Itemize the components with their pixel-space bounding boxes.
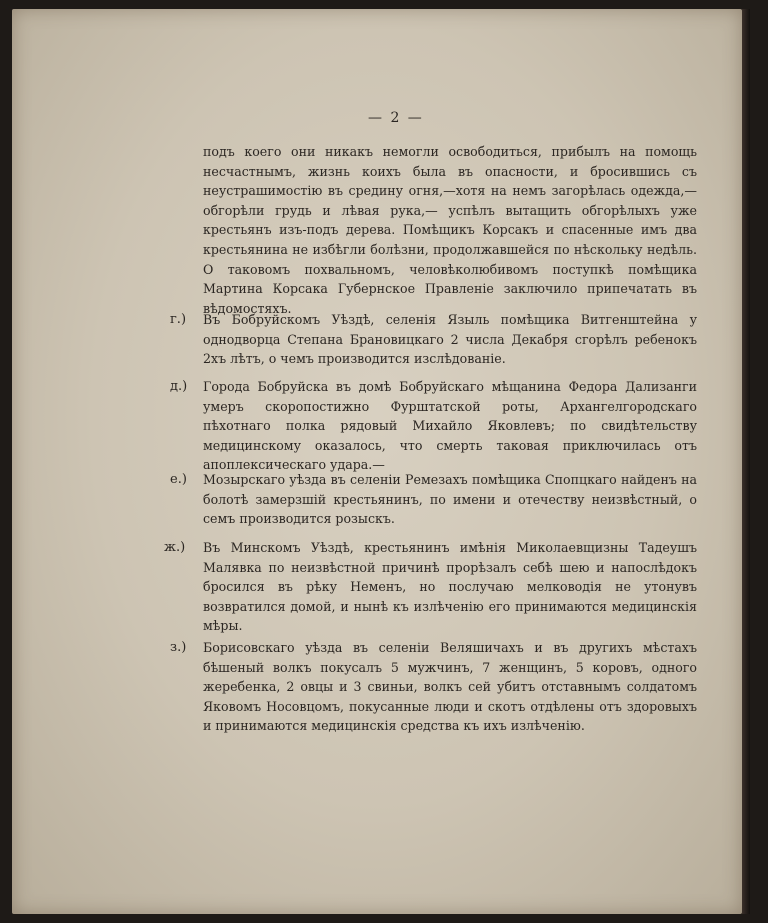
paragraph-marker-e: е.) [170,472,187,487]
book-spine [742,9,750,914]
paragraph-g-text: Въ Бобруйскомъ Уѣздѣ, селенія Языль помѣщика Витгенштейна у однодворца Степана Брановицкаго 2 числа Декабря сгорѣлъ ребенокъ 2хъ лѣтъ, о чемъ производится изслѣдованіе. [203,312,697,367]
paragraph-z-text: Борисовскаго уѣзда въ селеніи Веляшичахъ и въ другихъ мѣстахъ бѣшеный волкъ покусалъ 5 мужчинъ, 7 женщинъ, 5 коровъ, одного жеребенка, 2 овцы и 3 свиньи, волкъ сей убитъ отставнымъ солдатомъ Яковомъ Носовцомъ, покусанные люди и скотъ отдѣлены отъ здоровыхъ и принимаются медицинскія средства къ ихъ излѣченію. [203,640,697,734]
paragraph-zh-text: Въ Минскомъ Уѣздѣ, крестьянинъ имѣнія Миколаевщизны Тадеушъ Малявка по неизвѣстной причинѣ прорѣзалъ себѣ шею и напослѣдокъ бросился въ рѣку Неменъ, но послучаю мелководія не утонувъ возвратился домой, и нынѣ къ излѣченію его принимаются медицинскія мѣры. [203,540,697,634]
paragraph-marker-zh: ж.) [164,540,186,555]
paragraph-marker-g: г.) [170,312,187,327]
paragraph-e-text: Мозырскаго уѣзда въ селеніи Ремезахъ помѣщика Спопцкаго найденъ на болотѣ замерзшій крестьянинъ, по имени и отечеству неизвѣстный, о семъ производится розыскъ. [203,472,697,527]
paragraph-d-text: Города Бобруйска въ домѣ Бобруйскаго мѣщанина Федора Дализанги умеръ скоропостижно Фурштатской роты, Архангелгородскаго пѣхотнаго полка рядовый Михайло Яковлевъ; по свидѣтельству медицинскому оказалось, что смерть таковая приключилась отъ апоплексическаго удара.— [203,379,697,473]
paragraph-continuation: подъ коего они никакъ немогли освободиться, прибылъ на помощь несчастнымъ, жизнь коихъ была въ опасности, и бросившись съ неустрашимостію въ средину огня,—хотя на немъ загорѣлась одежда,— обгорѣли грудь и лѣвая рука,— успѣлъ вытащить обгорѣлыхъ уже крестьянъ изъ-подъ дерева. Помѣщикъ Корсакъ и спасенные имъ два крестьянина не избѣгли болѣзни, продолжавшейся по нѣскольку недѣль. О таковомъ похвальномъ, человѣколюбивомъ поступкѣ помѣщика Мартина Корсака Губернское Правленіе заключило припечатать въ вѣдомостяхъ. [203,144,697,316]
paragraph-marker-d: д.) [170,379,188,394]
paragraph-marker-z: з.) [170,640,187,655]
page-number: — 2 — [368,110,424,126]
